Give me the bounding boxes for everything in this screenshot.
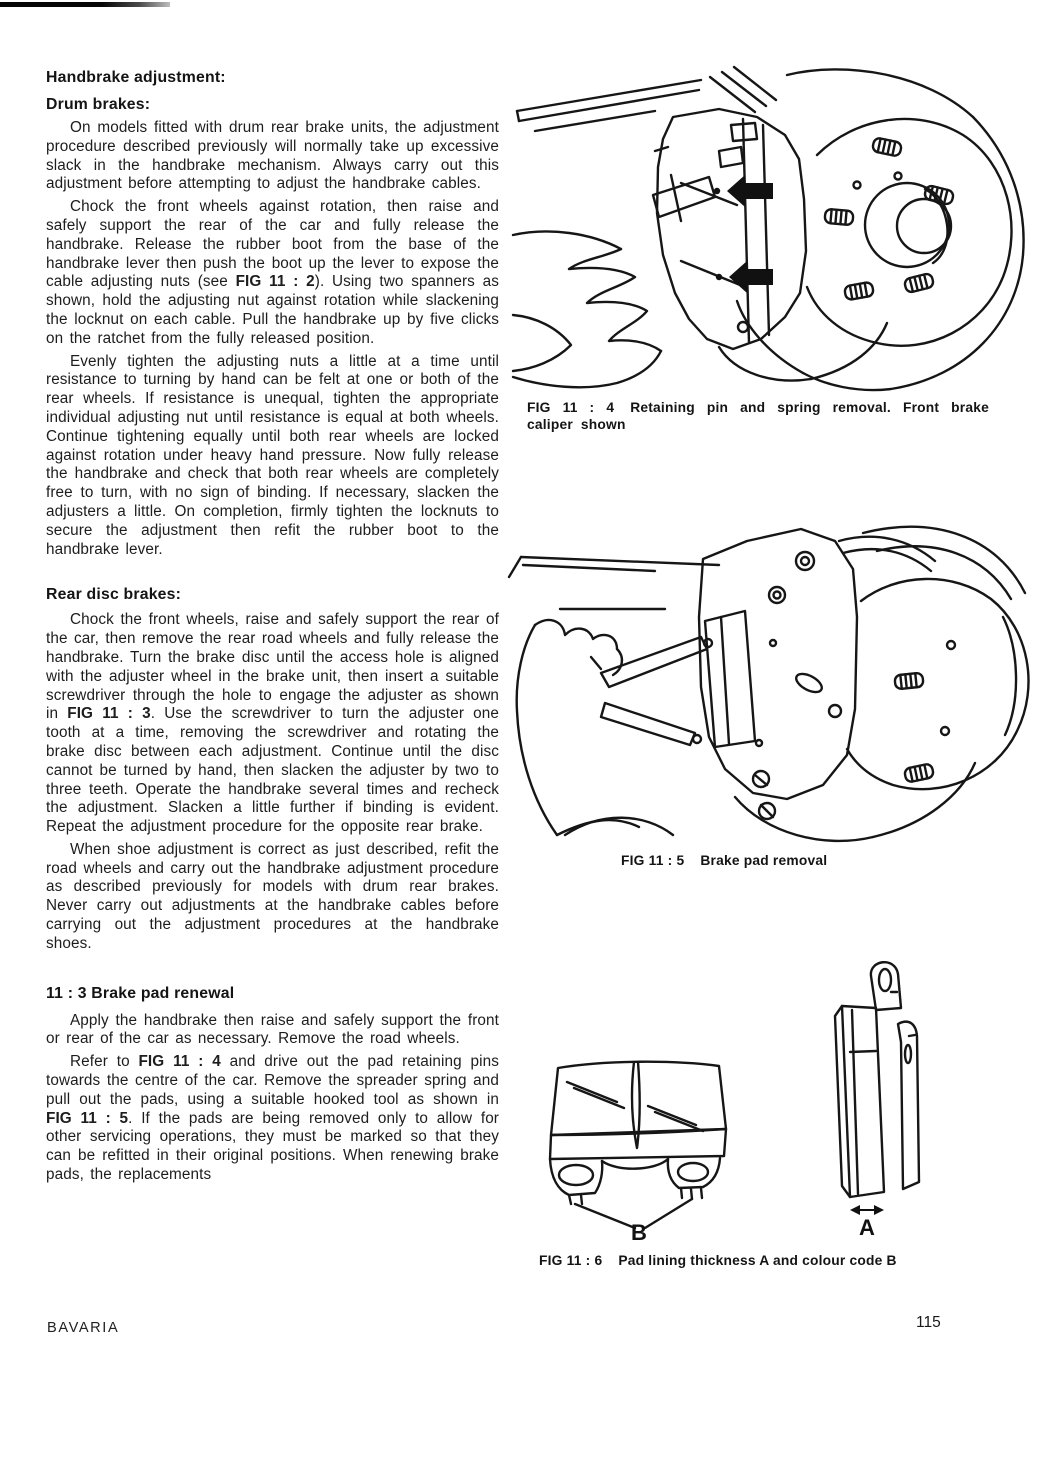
figure-number: FIG 11 : 4 xyxy=(527,400,615,415)
figure-11-5-caption xyxy=(621,852,827,869)
figure-number: FIG 11 : 6 xyxy=(539,1253,603,1268)
wheel-stud xyxy=(924,185,955,205)
retaining-pin-arrow-icons xyxy=(714,175,773,293)
figure-number: FIG 11 : 5 xyxy=(621,853,685,868)
paragraph: Evenly tighten the adjusting nuts a little at a time until resistance to turning by hand can be felt at one or both of the rear wheels. If resistance is unequal, tighten the appropriate individual adjusting nut until resistance is equal at both wheels. Continue tightening equally until both rear wheels are locked against rotation under heavy hand pressure. Now fully release the handbrake and check that both rear wheels are completely free to turn, with no sign of binding. If necessary, slacken the adjusters a little. On completion, firmly tighten the locknuts to secure the adjustment then refit the rubber boot to the handbrake lever. xyxy=(46,352,499,558)
wheel-stud xyxy=(824,209,853,225)
wheel-stud xyxy=(904,273,935,293)
heading-drum-brakes: Drum brakes: xyxy=(46,96,151,113)
figure-11-6-pad-drawing xyxy=(505,932,1039,1244)
wheel-stud xyxy=(894,673,923,690)
paragraph: When shoe adjustment is correct as just described, refit the road wheels and carry out the handbrake adjustment procedure as described previously for models with drum rear brakes. Never carry out adjustments at the handbrake cables before carrying out the adjustment procedures at the handbrake shoes. xyxy=(46,840,499,952)
figure-11-5-pad-removal-drawing xyxy=(505,497,1039,849)
page-number: 115 xyxy=(916,1314,941,1331)
heading-rear-disc-brakes: Rear disc brakes: xyxy=(46,586,182,604)
figure-11-4-caption xyxy=(527,399,989,433)
wheel-stud xyxy=(872,137,902,157)
wheel-stud xyxy=(844,282,874,301)
scan-artifact-bar xyxy=(0,2,170,7)
heading-handbrake-adjustment: Handbrake adjustment: xyxy=(46,69,226,86)
brake-pad-lining-illustration xyxy=(505,932,1039,1244)
figure-caption-text: Brake pad removal xyxy=(700,853,828,868)
paragraph: Apply the handbrake then raise and safely support the front or rear of the car as necessary. Remove the road wheels. xyxy=(46,1011,499,1048)
footer-model-name: BAVARIA xyxy=(47,1320,120,1336)
figure-caption-text: Pad lining thickness A and colour code B xyxy=(618,1253,897,1268)
figure-11-4-caliper-drawing xyxy=(505,55,1039,393)
pad-thickness-label: A xyxy=(859,1215,875,1240)
figure-caption-text: Retaining pin and spring removal. Front brake caliper shown xyxy=(527,400,989,432)
dimension-arrow-icon xyxy=(850,1205,884,1215)
paragraph: On models fitted with drum rear brake units, the adjustment procedure described previously will normally take up excessive slack in the handbrake mechanism. Always carry out this adjustment before attempting to adjust the handbrake cables. xyxy=(46,119,499,193)
wheel-stud xyxy=(904,763,934,783)
figure-11-6-caption xyxy=(539,1252,897,1269)
brake-pad-removal-illustration xyxy=(505,497,1039,849)
paragraph: Chock the front wheels, raise and safely support the rear of the car, then remove the rear road wheels and fully release the handbrake. Turn the brake disc until the access hole is aligned with the adjuster wheel in the brake unit, then insert a suitable screwdriver through the hole to engage the adjuster as shown in FIG 11 : 3. Use the screwdriver to turn the adjuster one tooth at a time, removing the screwdriver and rotating the brake disc between each adjustment. Continue until the disc cannot be turned by hand, then slacken the adjuster by two to three teeth. Operate the handbrake several times and recheck the adjustment. Slacken a little further if binding is evident. Repeat the adjustment procedure for the opposite rear brake. xyxy=(46,611,499,836)
paragraph: Chock the front wheels against rotation, then raise and safely support the rear of the car and fully release the handbrake. Release the rubber boot from the base of the handbrake lever then push the boot up the lever to expose the cable adjusting nuts (see FIG 11 : 2). Using two spanners as shown, hold the adjusting nut against rotation while slackening the locknut on each cable. Pull the handbrake up by five clicks on the ratchet from the fully released position. xyxy=(46,198,500,347)
brake-caliper-retaining-pin-illustration xyxy=(505,55,1039,393)
heading-brake-pad-renewal: 11 : 3 Brake pad renewal xyxy=(46,984,235,1002)
paragraph: Refer to FIG 11 : 4 and drive out the pad retaining pins towards the centre of the car. Remove the spreader spring and pull out the pads, using a suitable hooked tool as shown in FIG 11 : 5. If the pads are being removed only to allow for other servicing operations, they must be marked so that they can be refitted in their original positions. When renewing brake pads, the replacements xyxy=(46,1053,499,1184)
pad-colour-code-label: B xyxy=(631,1220,647,1244)
text-column xyxy=(46,68,499,1185)
